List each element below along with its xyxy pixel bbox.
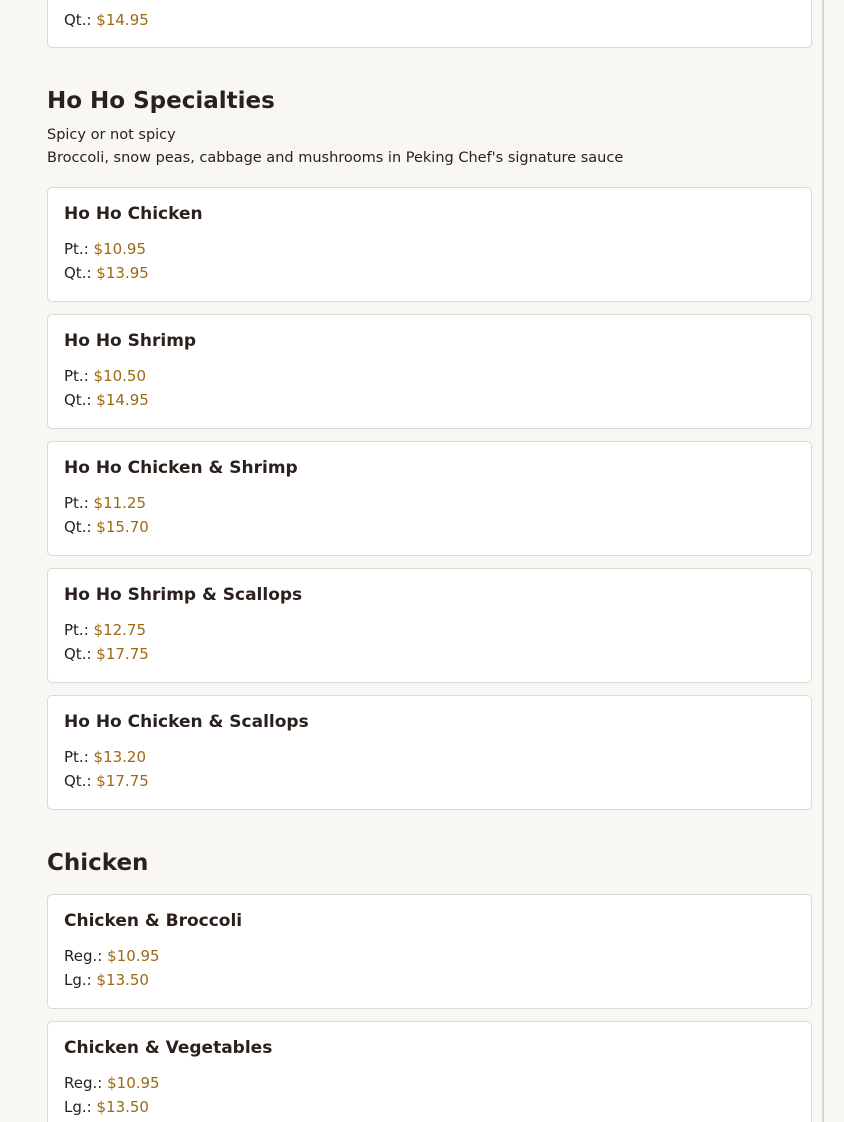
menu-item-name: Ho Ho Chicken & Scallops <box>64 712 309 732</box>
price-pt <box>64 621 146 639</box>
size-label: Lg.: <box>64 971 92 989</box>
menu-item-card[interactable] <box>47 441 812 556</box>
menu-item-card[interactable] <box>47 568 812 683</box>
size-label: Qt.: <box>64 772 92 790</box>
price-pt <box>64 367 146 385</box>
price-pt <box>64 240 146 258</box>
menu-item-name: Ho Ho Shrimp <box>64 331 197 351</box>
price-qt <box>64 772 149 790</box>
size-label: Pt.: <box>64 367 89 385</box>
price-value: $17.75 <box>96 645 149 663</box>
price-value: $11.25 <box>93 494 147 512</box>
section-description: Spicy or not spicy <box>47 127 176 143</box>
size-label: Qt.: <box>64 391 92 409</box>
size-label: Qt.: <box>64 645 92 663</box>
menu-item-name: Ho Ho Chicken <box>64 204 203 224</box>
price-value: $12.75 <box>93 621 147 639</box>
price-qt <box>64 391 149 409</box>
price-value: $14.95 <box>96 391 149 409</box>
menu-item-card[interactable] <box>47 187 812 302</box>
menu-item-card[interactable] <box>47 0 812 48</box>
price-pt <box>64 494 146 512</box>
price-value: $15.70 <box>96 518 149 536</box>
size-label: Lg.: <box>64 1098 92 1116</box>
price-lg <box>64 1098 149 1116</box>
price-value: $10.95 <box>107 947 160 965</box>
size-label: Qt.: <box>64 11 92 29</box>
menu-item-name: Ho Ho Chicken & Shrimp <box>64 458 298 478</box>
section-title: Ho Ho Specialties <box>47 88 275 114</box>
price-value: $13.95 <box>96 264 149 282</box>
menu-item-card[interactable] <box>47 695 812 810</box>
price-value: $10.50 <box>93 367 147 385</box>
menu-item-name: Ho Ho Shrimp & Scallops <box>64 585 303 605</box>
section-description: Broccoli, snow peas, cabbage and mushrooms in Peking Chef's signature sauce <box>47 150 624 166</box>
size-label: Pt.: <box>64 494 89 512</box>
menu-item-card[interactable] <box>47 894 812 1009</box>
price-pt <box>64 748 146 766</box>
size-label: Reg.: <box>64 1074 103 1092</box>
size-label: Pt.: <box>64 621 89 639</box>
menu-item-card[interactable] <box>47 1021 812 1122</box>
section-title: Chicken <box>47 850 149 876</box>
price-qt <box>64 264 149 282</box>
price-value: $13.50 <box>96 971 149 989</box>
size-label: Pt.: <box>64 240 89 258</box>
price-value: $17.75 <box>96 772 149 790</box>
price-value: $10.95 <box>107 1074 160 1092</box>
price-qt <box>64 518 149 536</box>
menu-item-name: Chicken & Vegetables <box>64 1038 273 1058</box>
price-qt <box>64 11 149 29</box>
price-lg <box>64 971 149 989</box>
price-value: $13.20 <box>93 748 147 766</box>
size-label: Qt.: <box>64 518 92 536</box>
price-value: $10.95 <box>93 240 147 258</box>
menu-item-card[interactable] <box>47 314 812 429</box>
menu-item-name: Chicken & Broccoli <box>64 911 243 931</box>
scrollbar-edge[interactable] <box>822 0 824 1122</box>
price-reg <box>64 947 160 965</box>
price-value: $13.50 <box>96 1098 149 1116</box>
size-label: Reg.: <box>64 947 103 965</box>
price-reg <box>64 1074 160 1092</box>
size-label: Pt.: <box>64 748 89 766</box>
price-qt <box>64 645 149 663</box>
size-label: Qt.: <box>64 264 92 282</box>
price-value: $14.95 <box>96 11 149 29</box>
